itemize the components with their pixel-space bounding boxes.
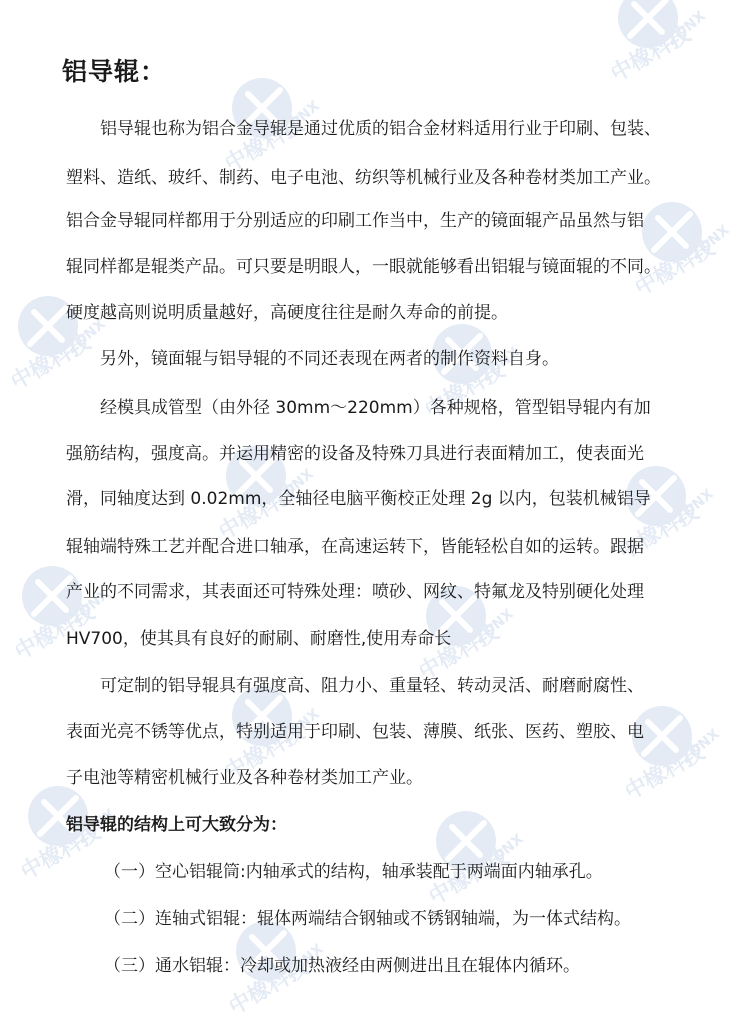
paragraph-line: 可定制的铝导辊具有强度高、阻力小、重量轻、转动灵活、耐磨耐腐性、 xyxy=(100,676,644,696)
list-item: （二）连轴式铝辊：辊体两端结合钢轴或不锈钢轴端，为一体式结构。 xyxy=(104,909,631,929)
paragraph-line: 产业的不同需求，其表面还可特殊处理：喷砂、网纹、特氟龙及特别硬化处理 xyxy=(66,582,644,602)
paragraph-line: 强筋结构，强度高。并运用精密的设备及特殊刀具进行表面精加工，使表面光 xyxy=(66,444,644,464)
paragraph-line: 辊同样都是辊类产品。可只要是明眼人，一眼就能够看出铝辊与镜面辊的不同。 xyxy=(66,257,661,277)
list-item: （一）空心铝辊筒:内轴承式的结构，轴承装配于两端面内轴承孔。 xyxy=(104,862,603,882)
paragraph-line: 经模具成管型（由外径 30mm～220mm）各种规格，管型铝导辊内有加 xyxy=(100,398,651,418)
paragraph-line: 表面光亮不锈等优点，特别适用于印刷、包装、薄膜、纸张、医药、塑胶、电 xyxy=(66,722,644,742)
paragraph-line: 铝合金导辊同样都用于分别适应的印刷工作当中，生产的镜面辊产品虽然与铝 xyxy=(66,211,644,231)
paragraph-line: HV700，使其具有良好的耐刷、耐磨性,使用寿命长 xyxy=(66,629,452,649)
paragraph-line: 硬度越高则说明质量越好，高硬度往往是耐久寿命的前提。 xyxy=(66,303,508,323)
paragraph-line: 另外，镜面辊与铝导辊的不同还表现在两者的制作资料自身。 xyxy=(100,349,559,369)
paragraph-line: 塑料、造纸、玻纤、制药、电子电池、纺织等机械行业及各种卷材类加工产业。 xyxy=(66,168,661,188)
paragraph-line: 子电池等精密机械行业及各种卷材类加工产业。 xyxy=(66,768,423,788)
list-item: （三）通水铝辊：冷却或加热液经由两侧进出且在辊体内循环。 xyxy=(104,956,580,976)
paragraph-line: 滑，同轴度达到 0.02mm，全轴径电脑平衡校正处理 2g 以内，包装机械铝导 xyxy=(66,489,651,509)
paragraph-line: 铝导辊也称为铝合金导辊是通过优质的铝合金材料适用行业于印刷、包装、 xyxy=(100,119,661,139)
paragraph-line: 辊轴端特殊工艺并配合进口轴承，在高速运转下，皆能轻松自如的运转。跟据 xyxy=(66,537,644,557)
page-title: 铝导辊： xyxy=(62,57,167,86)
section-heading: 铝导辊的结构上可大致分为： xyxy=(66,815,287,835)
